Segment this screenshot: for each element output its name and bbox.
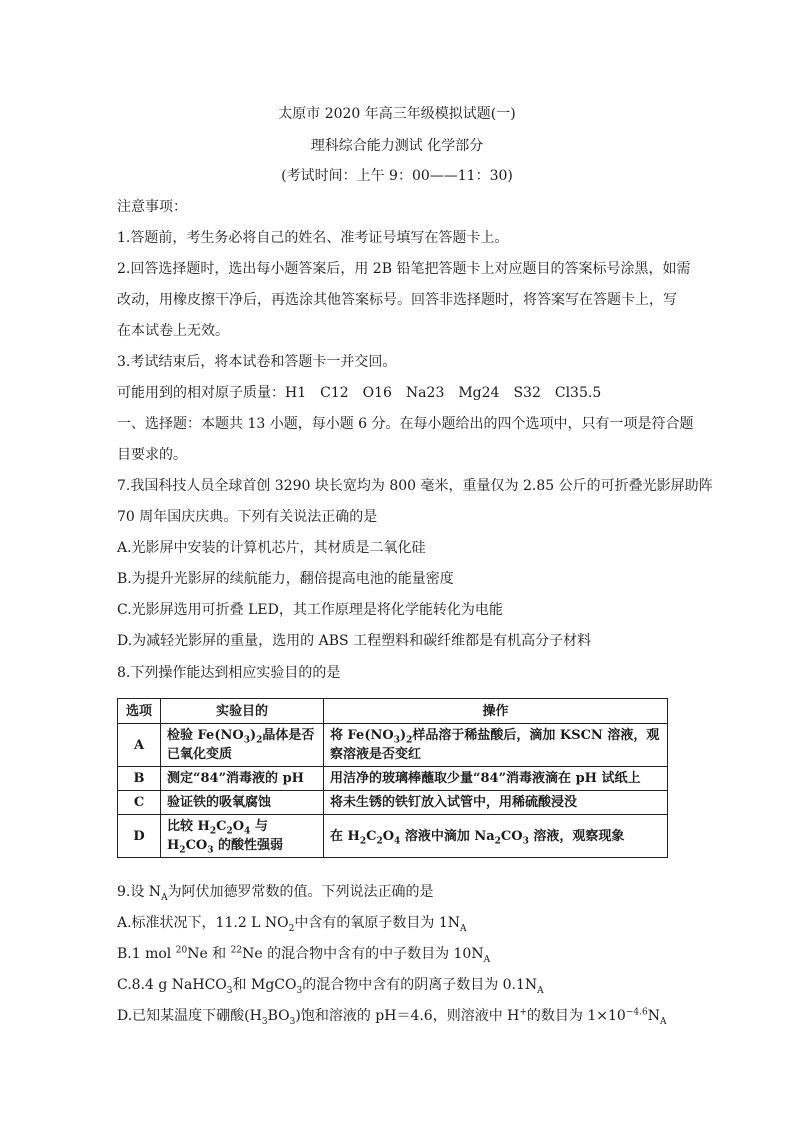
header-option: 选项 <box>118 699 161 724</box>
row-d-option: D <box>118 815 161 858</box>
q9-option-d: D.已知某温度下硼酸$(H_3BO_3)$饱和溶液的 pH＝4.6，则溶液中 H+的数目为 $1\times 10^{-4.6}N_A$ <box>117 1007 667 1027</box>
row-c-option: C <box>118 791 161 815</box>
table-row <box>118 724 668 767</box>
note-2-line-1: 2.回答选择题时，选出每小题答案后，用 2B 铅笔把答题卡上对应题目的答案标号涂黑，如需 <box>117 261 691 277</box>
q9-option-a: A.标准状况下，11.2 L $NO_2$中含有的氧原子数目为 $1N_A$ <box>117 915 467 934</box>
table-row <box>118 767 668 791</box>
section-1-line-2: 目要求的。 <box>117 447 187 463</box>
notes-heading: 注意事项： <box>117 199 187 215</box>
row-b-operation: 用洁净的玻璃棒蘸取少量“84”消毒液滴在 pH 试纸上 <box>324 767 668 791</box>
exam-subtitle: 理科综合能力测试 化学部分 <box>310 138 484 154</box>
q7-stem-line-1: 7.我国科技人员全球首创 3290 块长宽均为 800 毫米，重量仅为 2.85 公斤的可折叠光影屏助阵 <box>117 478 713 494</box>
q9-option-b: B.1 mol $^{20}$Ne 和 $^{22}$Ne 的混合物中含有的中子数目为 $10N_A$ <box>117 945 491 965</box>
section-1-line-1: 一、选择题：本题共 13 小题，每小题 6 分。在每小题给出的四个选项中，只有一项是符合题 <box>117 416 694 432</box>
q9-option-c: C.8.4 g NaHCO$_3$和 MgCO$_3$的混合物中含有的阴离子数目为 $0.1N_A$ <box>117 977 544 996</box>
q7-option-b: B.为提升光影屏的续航能力，翻倍提高电池的能量密度 <box>117 571 454 587</box>
q8-stem: 8.下列操作能达到相应实验目的的是 <box>117 665 341 681</box>
table-header-row <box>118 699 668 724</box>
exam-time: (考试时间：上午 9：00——11：30) <box>281 168 513 184</box>
table-row <box>118 791 668 815</box>
q9-stem: 9.设 $N_A$为阿伏加德罗常数的值。下列说法正确的是 <box>117 884 434 903</box>
exam-title: 太原市 2020 年高三年级模拟试题(一) <box>278 106 516 122</box>
row-d-operation: 在 $H_2C_2O_4$ 溶液中滴加 $Na_2CO_3$ 溶液，观察现象 <box>324 815 668 858</box>
row-c-operation: 将未生锈的铁钉放入试管中，用稀硫酸浸没 <box>324 791 668 815</box>
row-a-option: A <box>118 724 161 767</box>
row-d-aim: 比较 $H_2C_2O_4$ 与 $H_2CO_3$ 的酸性强弱 <box>161 815 324 858</box>
row-b-option: B <box>118 767 161 791</box>
q7-option-c: C.光影屏选用可折叠 LED，其工作原理是将化学能转化为电能 <box>117 602 503 618</box>
row-b-aim: 测定“84”消毒液的 pH <box>161 767 324 791</box>
header-operation: 操作 <box>324 699 668 724</box>
note-3: 3.考试结束后，将本试卷和答题卡一并交回。 <box>117 354 397 370</box>
row-c-aim: 验证铁的吸氧腐蚀 <box>161 791 324 815</box>
q7-option-a: A.光影屏中安装的计算机芯片，其材质是二氧化硅 <box>117 540 426 556</box>
note-2-line-3: 在本试卷上无效。 <box>117 323 229 339</box>
row-a-aim: 检验 $Fe(NO_3)_2$晶体是否已氧化变质 <box>161 724 324 767</box>
note-1: 1.答题前，考生务必将自己的姓名、准考证号填写在答题卡上。 <box>117 230 509 246</box>
table-row <box>118 815 668 858</box>
q8-experiment-table <box>117 698 668 858</box>
row-a-operation: 将 $Fe(NO_3)_2$样品溶于稀盐酸后，滴加 KSCN 溶液，观察溶液是否变红 <box>324 724 668 767</box>
q7-stem-line-2: 70 周年国庆庆典。下列有关说法正确的是 <box>117 509 378 525</box>
atomic-masses: 可能用到的相对原子质量：H1 C12 O16 Na23 Mg24 S32 Cl35.5 <box>117 385 602 401</box>
note-2-line-2: 改动，用橡皮擦干净后，再选涂其他答案标号。回答非选择题时，将答案写在答题卡上，写 <box>117 292 677 308</box>
q7-option-d: D.为减轻光影屏的重量，选用的 ABS 工程塑料和碳纤维都是有机高分子材料 <box>117 633 592 649</box>
header-aim: 实验目的 <box>161 699 324 724</box>
